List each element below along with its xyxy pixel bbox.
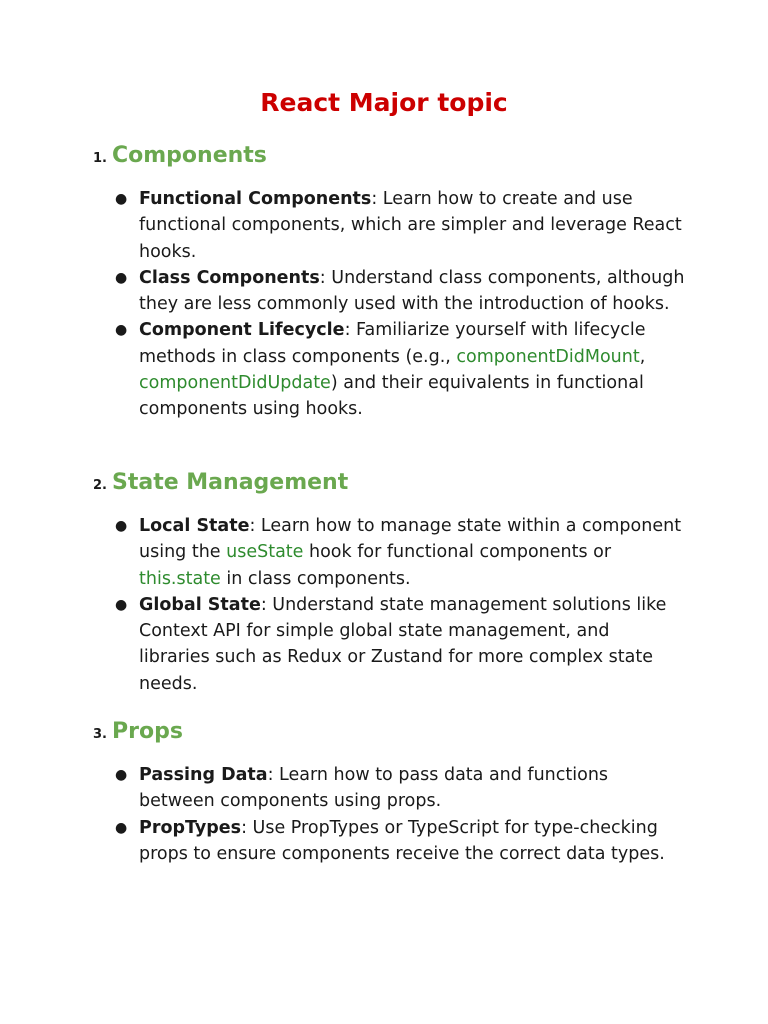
item-text: : Understand state management solutions like Context API for simple global state management, and libraries such as Redux or Zustand for more complex state needs. (139, 594, 667, 694)
page-title: React Major topic (260, 88, 508, 117)
list-item (115, 317, 685, 422)
item-text: in class components. (220, 568, 411, 589)
list-item (115, 815, 685, 868)
bullet-list (115, 186, 685, 423)
code-reference: this.state (139, 568, 221, 589)
bullet-list (115, 513, 685, 697)
section-title: State Management (111, 470, 349, 495)
item-term: Global State (139, 594, 261, 615)
section-components (93, 140, 693, 420)
item-term: Component Lifecycle (139, 320, 345, 341)
bullet-icon: ● (115, 518, 128, 534)
section-heading (93, 140, 693, 172)
section-number: 1. (93, 151, 107, 166)
bullet-icon: ● (115, 819, 128, 836)
item-text: : Learn how to pass data and functions between components using props. (139, 765, 609, 812)
bullet-icon: ● (115, 596, 128, 613)
item-text: : Learn how to create and use functional components, which are simpler and leverage React hooks. (139, 189, 682, 262)
item-text: : Use PropTypes or TypeScript for type-checking props to ensure components receive the correct data types. (139, 817, 665, 864)
item-text: : Familiarize yourself with lifecycle methods in class components (e.g., (139, 320, 646, 367)
item-term: PropTypes (139, 817, 242, 838)
section-props (93, 716, 693, 864)
item-text: : Understand class components, although they are less commonly used with the introduction of hooks. (139, 267, 685, 315)
section-number: 3. (93, 727, 107, 742)
item-text: hook for functional components or (303, 542, 612, 563)
section-title: Props (111, 719, 183, 744)
section-heading (93, 716, 693, 748)
item-term: Local State (139, 516, 250, 536)
code-reference: componentDidUpdate (139, 373, 331, 394)
code-reference: useState (226, 542, 304, 563)
bullet-icon: ● (115, 191, 128, 207)
item-term: Passing Data (139, 765, 268, 785)
list-item (115, 513, 685, 592)
section-heading (93, 467, 693, 499)
bullet-list (115, 762, 685, 867)
list-item (115, 762, 685, 815)
item-text: : Learn how to manage state within a component using the (139, 516, 682, 563)
bullet-icon: ● (115, 322, 128, 339)
bullet-icon: ● (115, 269, 128, 286)
section-state-management (93, 467, 693, 694)
item-term: Functional Components (139, 189, 372, 209)
item-text: , (639, 346, 646, 367)
list-item (115, 592, 685, 697)
item-term: Class Components (139, 267, 320, 288)
list-item (115, 186, 685, 265)
section-title: Components (111, 143, 267, 168)
bullet-icon: ● (115, 767, 128, 783)
item-text: ) and their equivalents in functional components using hooks. (139, 373, 644, 420)
list-item (115, 265, 685, 318)
section-number: 2. (93, 478, 107, 493)
code-reference: componentDidMount (456, 346, 640, 367)
